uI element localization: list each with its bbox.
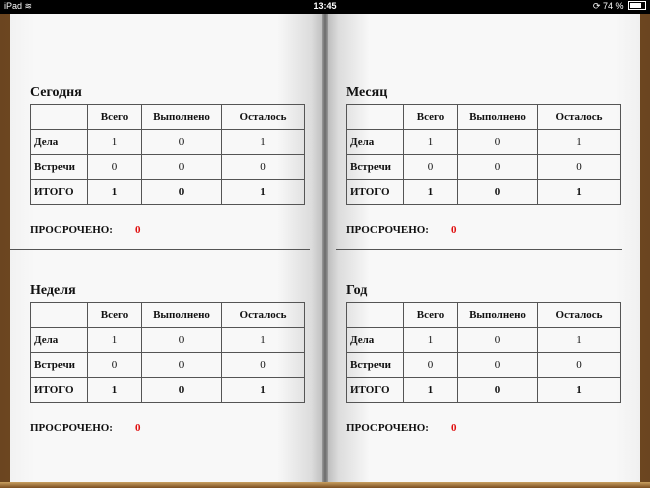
cell-total: 1 [404,130,458,155]
section-title: Год [346,283,368,298]
table-row[interactable] [31,130,305,155]
header-left: Осталось [538,303,621,328]
header-cell [31,303,88,328]
overdue-label: ПРОСРОЧЕНО: [30,422,113,434]
table-row[interactable] [347,353,621,378]
cell-left: 1 [538,378,621,403]
section-month [346,84,621,205]
overdue-label: ПРОСРОЧЕНО: [346,224,429,236]
cell-total: 0 [404,155,458,180]
cell-left: 0 [222,353,305,378]
table-row[interactable] [31,353,305,378]
table-header-row [347,105,621,130]
cell-done: 0 [458,328,538,353]
cell-total: 1 [404,378,458,403]
header-left: Осталось [222,303,305,328]
cell-left: 1 [538,180,621,205]
row-label: Дела [31,130,88,155]
cell-left: 1 [222,130,305,155]
book [0,14,650,488]
overdue-year [346,422,456,434]
cell-done: 0 [458,180,538,205]
cell-left: 0 [538,155,621,180]
cell-done: 0 [142,180,222,205]
stats-table [30,104,305,205]
overdue-week [30,422,140,434]
overdue-value: 0 [450,422,457,434]
header-done: Выполнено [142,105,222,130]
row-label: Встречи [31,353,88,378]
header-cell [31,105,88,130]
cell-left: 1 [222,180,305,205]
table-total-row [31,378,305,403]
table-row[interactable] [347,155,621,180]
stats-table [346,302,621,403]
clock: 13:45 [313,1,337,11]
cell-done: 0 [458,155,538,180]
header-total: Всего [404,303,458,328]
header-total: Всего [88,303,142,328]
cell-total: 1 [88,378,142,403]
table-header-row [31,105,305,130]
row-label: ИТОГО [31,378,88,403]
battery-percent: 74 % [602,1,624,11]
cell-done: 0 [458,130,538,155]
cell-total: 1 [404,180,458,205]
overdue-value: 0 [134,224,141,236]
table-total-row [31,180,305,205]
cell-total: 0 [88,353,142,378]
status-bar [0,0,650,14]
section-title: Неделя [30,283,76,298]
row-label: ИТОГО [31,180,88,205]
cell-left: 0 [222,155,305,180]
header-left: Осталось [222,105,305,130]
header-done: Выполнено [458,105,538,130]
cell-left: 0 [538,353,621,378]
cell-left: 1 [222,328,305,353]
battery-icon [628,1,646,10]
stats-table [346,104,621,205]
table-row[interactable] [347,328,621,353]
row-label: Встречи [347,155,404,180]
section-title: Сегодня [30,85,82,100]
row-label: Дела [347,130,404,155]
cell-done: 0 [142,353,222,378]
row-label: ИТОГО [347,180,404,205]
table-row[interactable] [31,328,305,353]
cell-total: 0 [404,353,458,378]
device-name: iPad [4,1,23,11]
cell-left: 1 [222,378,305,403]
overdue-label: ПРОСРОЧЕНО: [346,422,429,434]
header-total: Всего [88,105,142,130]
cell-done: 0 [142,155,222,180]
lock-rotation-icon: ⟳ [592,1,601,11]
book-bottom-edge [0,482,650,488]
cell-done: 0 [142,130,222,155]
cell-total: 1 [88,180,142,205]
header-cell [347,105,404,130]
header-done: Выполнено [142,303,222,328]
table-row[interactable] [347,130,621,155]
header-left: Осталось [538,105,621,130]
divider [10,249,310,250]
cell-done: 0 [458,378,538,403]
overdue-value: 0 [450,224,457,236]
row-label: Встречи [31,155,88,180]
header-cell [347,303,404,328]
overdue-label: ПРОСРОЧЕНО: [30,224,113,236]
cell-left: 1 [538,130,621,155]
header-done: Выполнено [458,303,538,328]
table-total-row [347,180,621,205]
row-label: Встречи [347,353,404,378]
section-year [346,282,621,403]
overdue-today [30,224,140,236]
cell-done: 0 [142,328,222,353]
book-spine [322,14,328,482]
row-label: ИТОГО [347,378,404,403]
section-title: Месяц [346,85,388,100]
cell-done: 0 [458,353,538,378]
wifi-icon: ≋ [24,1,33,11]
section-today [30,84,305,205]
cell-total: 0 [88,155,142,180]
table-header-row [31,303,305,328]
overdue-month [346,224,456,236]
section-week [30,282,305,403]
cell-left: 1 [538,328,621,353]
divider [336,249,622,250]
cell-total: 1 [88,130,142,155]
battery-status [593,1,646,12]
table-total-row [347,378,621,403]
row-label: Дела [347,328,404,353]
cell-total: 1 [404,328,458,353]
cell-total: 1 [88,328,142,353]
overdue-value: 0 [134,422,141,434]
table-row[interactable] [31,155,305,180]
cell-done: 0 [142,378,222,403]
table-header-row [347,303,621,328]
stats-table [30,302,305,403]
header-total: Всего [404,105,458,130]
row-label: Дела [31,328,88,353]
